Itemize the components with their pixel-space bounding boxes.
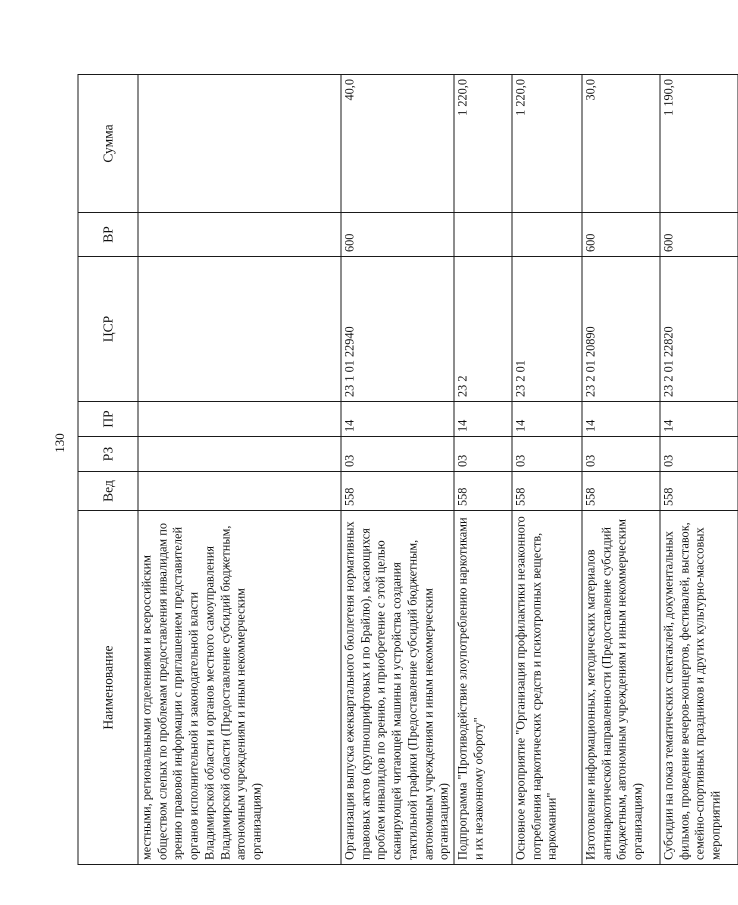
table-row <box>138 75 341 865</box>
cell-vr: 600 <box>660 213 738 257</box>
cell-csr: 23 2 01 22820 <box>660 257 738 402</box>
budget-table <box>78 74 738 865</box>
cell-ved: 558 <box>512 472 582 511</box>
table-row <box>341 75 454 865</box>
cell-vr <box>512 213 582 257</box>
cell-sum: 1 190,0 <box>660 75 738 213</box>
header-rz: РЗ <box>78 437 138 472</box>
cell-vr <box>138 213 341 257</box>
cell-csr <box>138 257 341 402</box>
cell-pr: 14 <box>660 402 738 437</box>
table-row <box>512 75 582 865</box>
cell-pr: 14 <box>512 402 582 437</box>
cell-rz: 03 <box>454 437 512 472</box>
cell-vr <box>454 213 512 257</box>
cell-name: Организация выпуска ежеквартального бюллетеня нормативных правовых актов (крупношрифтовых и по Брайлю), касающихся проблем инвалидов по зрению, и приобретение с этой целью сканирующей читающей машины и устройства создания тактильной графики (Предоставление субсидий бюджетным, автономным учреждениям и иным некоммерческим организациям) <box>341 511 454 865</box>
header-vr: ВР <box>78 213 138 257</box>
header-name: Наименование <box>78 511 138 865</box>
page-number: 130 <box>52 433 67 453</box>
cell-sum: 30,0 <box>582 75 660 213</box>
header-ved: Вед <box>78 472 138 511</box>
cell-pr: 14 <box>582 402 660 437</box>
cell-vr: 600 <box>341 213 454 257</box>
cell-name: Основное мероприятие "Организация профилактики незаконного потребления наркотических средств и психотропных веществ, наркомании" <box>512 511 582 865</box>
header-sum: Сумма <box>78 75 138 213</box>
cell-name: Субсидии на показ тематических спектаклей, документальных фильмов, проведение вечеров-концертов, фестивалей, выставок, семейно-спортивных праздников и других культурно-массовых мероприятий <box>660 511 738 865</box>
cell-pr <box>138 402 341 437</box>
cell-name: местными, региональными отделениями и всероссийским обществом слепых по проблемам предоставления инвалидам по зрению правовой информации с приглашением представителей органов исполнительной и законодательной власти Владимирской области и органов местного самоуправления Владимирской области (Предоставление субсидий бюджетным, автономным учреждениям и иным некоммерческим организациям) <box>138 511 341 865</box>
budget-table-container <box>78 75 723 865</box>
cell-sum: 1 220,0 <box>454 75 512 213</box>
cell-csr: 23 2 01 <box>512 257 582 402</box>
cell-ved: 558 <box>582 472 660 511</box>
cell-ved: 558 <box>660 472 738 511</box>
cell-rz: 03 <box>582 437 660 472</box>
cell-rz: 03 <box>512 437 582 472</box>
cell-csr: 23 1 01 22940 <box>341 257 454 402</box>
cell-sum: 1 220,0 <box>512 75 582 213</box>
header-csr: ЦСР <box>78 257 138 402</box>
cell-vr: 600 <box>582 213 660 257</box>
cell-sum <box>138 75 341 213</box>
cell-csr: 23 2 <box>454 257 512 402</box>
table-row <box>454 75 512 865</box>
cell-sum: 40,0 <box>341 75 454 213</box>
cell-rz: 03 <box>660 437 738 472</box>
cell-pr: 14 <box>341 402 454 437</box>
cell-ved <box>138 472 341 511</box>
header-pr: ПР <box>78 402 138 437</box>
cell-rz <box>138 437 341 472</box>
cell-rz: 03 <box>341 437 454 472</box>
table-row <box>660 75 738 865</box>
cell-name: Изготовление информационных, методических материалов антинаркотической направленности (Предоставление субсидий бюджетным, автономным учреждениям и иным некоммерческим организациям) <box>582 511 660 865</box>
header-row <box>78 75 138 865</box>
cell-ved: 558 <box>454 472 512 511</box>
cell-pr: 14 <box>454 402 512 437</box>
cell-csr: 23 2 01 20890 <box>582 257 660 402</box>
cell-ved: 558 <box>341 472 454 511</box>
cell-name: Подпрограмма "Противодействие злоупотреблению наркотиками и их незаконному обороту" <box>454 511 512 865</box>
table-row <box>582 75 660 865</box>
